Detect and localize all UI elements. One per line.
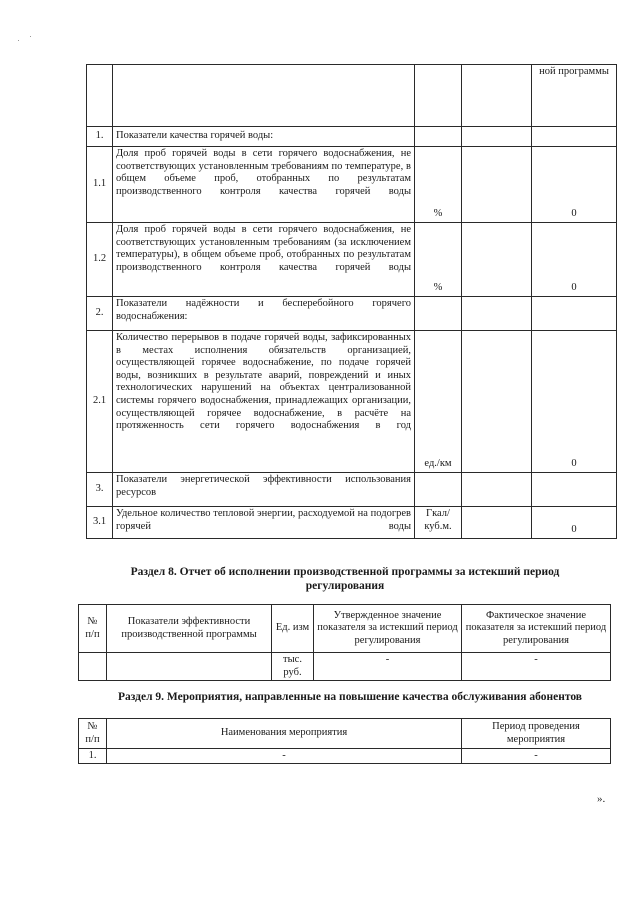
row-text: Показатели энергетической эффективности использования ресурсов [113,473,415,507]
scan-speck [30,36,31,37]
indicators-table [86,64,617,539]
row-approved: - [314,653,462,681]
header-period: Период проведения мероприятия [462,719,611,749]
header-num: № п/п [79,605,107,653]
row-value: 0 [532,507,617,539]
header-unit: Ед. изм [272,605,314,653]
header-fragment: ной программы [532,65,617,127]
header-name: Наименования мероприятия [107,719,462,749]
row-value: 0 [532,223,617,297]
row-num: 3.1 [87,507,113,539]
row-unit: % [415,223,462,297]
row-unit: тыс. руб. [272,653,314,681]
row-unit: Гкал/ куб.м. [415,507,462,539]
row-num: 1. [79,749,107,764]
row-num: 2.1 [87,331,113,473]
row-num: 3. [87,473,113,507]
header-indicators: Показатели эффективности производственной программы [107,605,272,653]
row-unit: ед./км [415,331,462,473]
row-unit: % [415,147,462,223]
row-num: 1.2 [87,223,113,297]
row-text: Количество перерывов в подаче горячей воды, зафиксированных в местах исполнения обязательств организацией, осуществляющей горячее водоснабжение, по подаче горячей воды, возникших в результате аварий, повреждений и иных технологических нарушений на объектах централизованной системы горячего водоснабжения, принадлежащих организации, осуществляющей горячее водоснабжение, в расчёте на протяженность сети горячего водоснабжения в год [113,331,415,473]
section-8-table [78,604,611,681]
table-row [87,507,617,539]
row-text: Показатели качества горячей воды: [113,127,415,147]
table-row [87,473,617,507]
scan-speck [18,40,19,41]
row-value: 0 [532,147,617,223]
section-9-table [78,718,611,764]
row-text: Доля проб горячей воды в сети горячего водоснабжения, не соответствующих установленным требованиям по температуре, в общем объеме проб, отобранных по результатам производственного контроля качества горячей воды [113,147,415,223]
table-row [87,147,617,223]
end-mark: ». [597,793,606,805]
section-8-title: Раздел 8. Отчет об исполнении производственной программы за истекший период регулирования [130,566,560,592]
header-num: № п/п [79,719,107,749]
table-row [87,65,617,127]
table-row [87,297,617,331]
header-approved: Утвержденное значение показателя за истекший период регулирования [314,605,462,653]
header-actual: Фактическое значение показателя за истекший период регулирования [462,605,611,653]
section-9-title: Раздел 9. Мероприятия, направленные на повышение качества обслуживания абонентов [117,691,582,703]
table-row [87,331,617,473]
table-header-row [79,605,611,653]
row-period: - [462,749,611,764]
row-actual: - [462,653,611,681]
table-header-row [79,719,611,749]
row-value: 0 [532,331,617,473]
table-row [87,223,617,297]
row-name: - [107,749,462,764]
row-num: 2. [87,297,113,331]
table-row [79,653,611,681]
row-text: Показатели надёжности и бесперебойного горячего водоснабжения: [113,297,415,331]
row-num: 1.1 [87,147,113,223]
table-row [79,749,611,764]
row-text: Доля проб горячей воды в сети горячего водоснабжения, не соответствующих установленным требованиям (за исключением температуры), в общем объеме проб, отобранных по результатам производственного контроля качества горячей воды [113,223,415,297]
table-row [87,127,617,147]
row-num: 1. [87,127,113,147]
row-text: Удельное количество тепловой энергии, расходуемой на подогрев горячей воды [113,507,415,539]
